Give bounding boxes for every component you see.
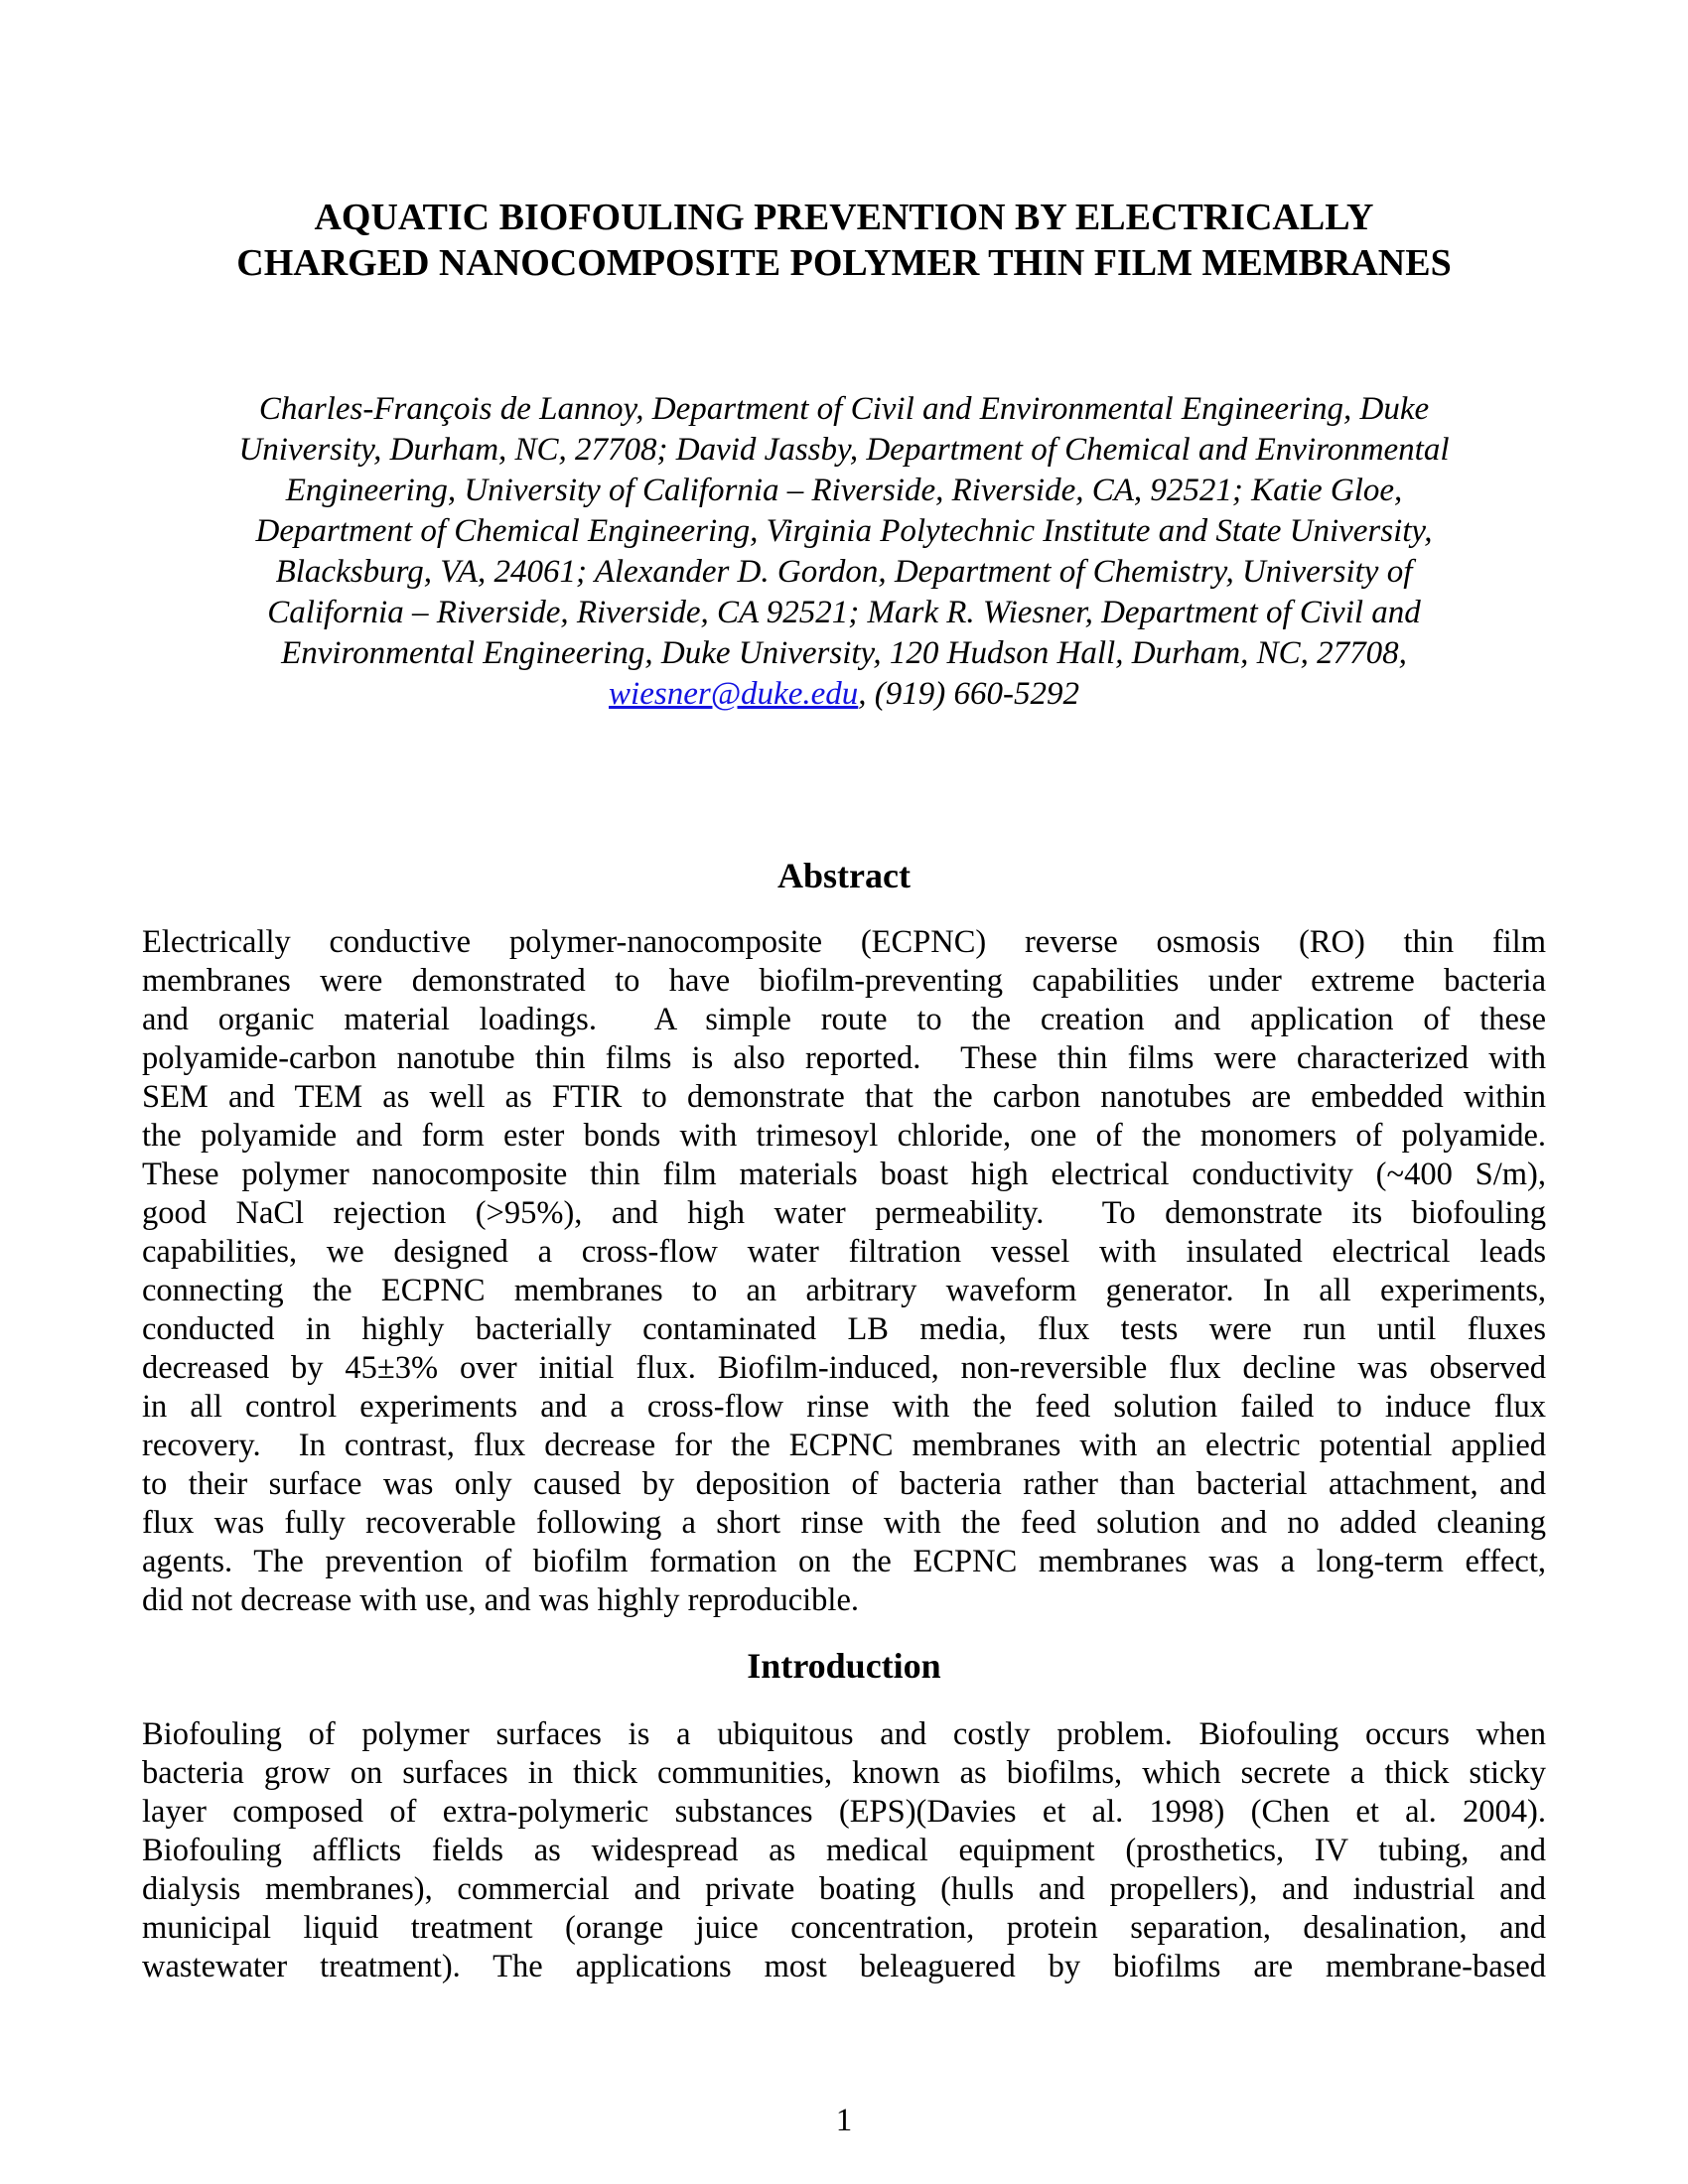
paper-title-line: AQUATIC BIOFOULING PREVENTION BY ELECTRICALLY	[314, 197, 1374, 238]
abstract-line: membranes were demonstrated to have biofilm-preventing capabilities under extreme bacteria	[142, 963, 1546, 999]
author-affiliation-line: California – Riverside, Riverside, CA 92521; Mark R. Wiesner, Department of Civil and	[267, 595, 1421, 630]
abstract-line: in all control experiments and a cross-flow rinse with the feed solution failed to induce flux	[142, 1389, 1546, 1425]
introduction-paragraph	[142, 1688, 1546, 1986]
author-contact-line	[142, 674, 1546, 715]
author-affiliation-line: Department of Chemical Engineering, Virginia Polytechnic Institute and State University,	[255, 513, 1433, 549]
page-number: 1	[835, 2103, 853, 2138]
author-affiliation-line: Blacksburg, VA, 24061; Alexander D. Gordon, Department of Chemistry, University of	[275, 554, 1413, 590]
abstract-line: SEM and TEM as well as FTIR to demonstrate that the carbon nanotubes are embedded within	[142, 1079, 1546, 1115]
abstract-heading: Abstract	[777, 856, 911, 895]
author-affiliation-line: Engineering, University of California – Riverside, Riverside, CA, 92521; Katie Gloe,	[285, 473, 1403, 508]
abstract-line: Electrically conductive polymer-nanocomposite (ECPNC) reverse osmosis (RO) thin film	[142, 924, 1546, 960]
abstract-line: agents. The prevention of biofilm formation on the ECPNC membranes was a long-term effect,	[142, 1544, 1546, 1579]
author-affiliations	[142, 286, 1546, 715]
abstract-line: conducted in highly bacterially contaminated LB media, flux tests were run until fluxes	[142, 1311, 1546, 1347]
author-affiliation-line: Charles-François de Lannoy, Department of Civil and Environmental Engineering, Duke	[258, 391, 1430, 427]
abstract-line: and organic material loadings. A simple route to the creation and application of these	[142, 1002, 1546, 1037]
abstract-line: flux was fully recoverable following a short rinse with the feed solution and no added cleaning	[142, 1505, 1546, 1541]
abstract-line: decreased by 45±3% over initial flux. Biofilm-induced, non-reversible flux decline was observed	[142, 1350, 1546, 1386]
abstract-line: These polymer nanocomposite thin film materials boast high electrical conductivity (~400 S/m),	[142, 1157, 1546, 1192]
paper-title	[142, 0, 1546, 286]
page-content	[142, 0, 1546, 1986]
email-link[interactable]: wiesner@duke.edu	[609, 676, 859, 712]
introduction-line: municipal liquid treatment (orange juice concentration, protein separation, desalination, and	[142, 1910, 1546, 1946]
abstract-paragraph	[142, 897, 1546, 1620]
introduction-heading: Introduction	[747, 1646, 941, 1686]
abstract-line: polyamide-carbon nanotube thin films is also reported. These thin films were characterized with	[142, 1040, 1546, 1076]
abstract-line: capabilities, we designed a cross-flow water filtration vessel with insulated electrical leads	[142, 1234, 1546, 1270]
introduction-line: wastewater treatment). The applications most beleaguered by biofilms are membrane-based	[142, 1949, 1546, 1984]
abstract-line: connecting the ECPNC membranes to an arbitrary waveform generator. In all experiments,	[142, 1273, 1546, 1308]
introduction-line: layer composed of extra-polymeric substances (EPS)(Davies et al. 1998) (Chen et al. 2004).	[142, 1794, 1546, 1830]
abstract-line: to their surface was only caused by deposition of bacteria rather than bacterial attachment, and	[142, 1466, 1546, 1502]
introduction-line: bacteria grow on surfaces in thick communities, known as biofilms, which secrete a thick sticky	[142, 1755, 1546, 1791]
author-affiliation-line: Environmental Engineering, Duke University, 120 Hudson Hall, Durham, NC, 27708,	[281, 635, 1407, 671]
phone-number: , (919) 660-5292	[858, 676, 1079, 712]
abstract-line: the polyamide and form ester bonds with trimesoyl chloride, one of the monomers of polyamide.	[142, 1118, 1546, 1154]
introduction-line: dialysis membranes), commercial and private boating (hulls and propellers), and industrial and	[142, 1871, 1546, 1907]
author-affiliation-line: University, Durham, NC, 27708; David Jassby, Department of Chemical and Environmental	[238, 432, 1450, 468]
paper-title-line: CHARGED NANOCOMPOSITE POLYMER THIN FILM MEMBRANES	[236, 242, 1452, 284]
abstract-line: recovery. In contrast, flux decrease for the ECPNC membranes with an electric potential applied	[142, 1428, 1546, 1463]
introduction-line: Biofouling afflicts fields as widespread as medical equipment (prosthetics, IV tubing, and	[142, 1833, 1546, 1868]
abstract-line: good NaCl rejection (>95%), and high water permeability. To demonstrate its biofouling	[142, 1195, 1546, 1231]
introduction-line: Biofouling of polymer surfaces is a ubiquitous and costly problem. Biofouling occurs when	[142, 1716, 1546, 1752]
abstract-line: did not decrease with use, and was highly reproducible.	[142, 1582, 860, 1618]
